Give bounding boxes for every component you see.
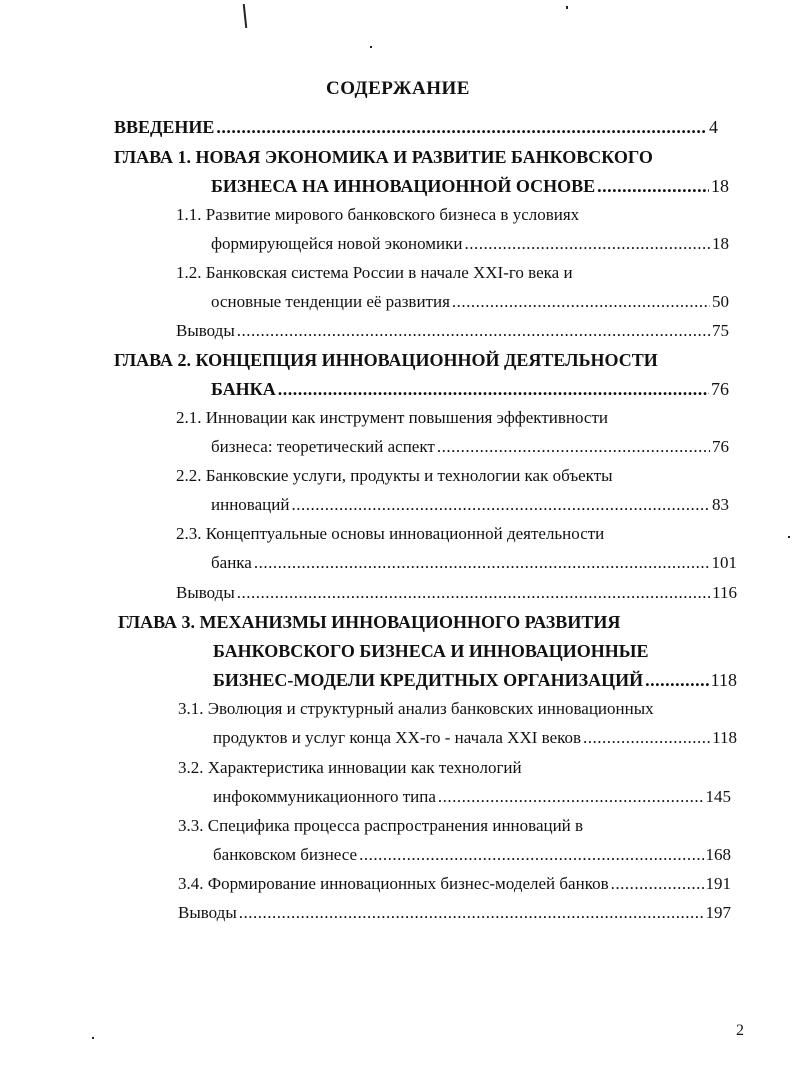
toc-leader (452, 289, 710, 315)
toc-leader (438, 784, 704, 810)
toc-leader (611, 871, 704, 897)
toc-page: 76 (712, 437, 729, 456)
toc-chapter-3-line1: ГЛАВА 3. МЕХАНИЗМЫ ИННОВАЦИОННОГО РАЗВИТИЯ (118, 612, 621, 632)
toc-entry-2-2 (211, 492, 729, 518)
scan-artifact-dot (92, 1037, 94, 1039)
toc-leader (254, 550, 710, 576)
toc-page: 101 (711, 553, 737, 572)
scan-artifact-dot (566, 6, 568, 9)
toc-chapter-1-line1: ГЛАВА 1. НОВАЯ ЭКОНОМИКА И РАЗВИТИЕ БАНКОВСКОГО (114, 147, 653, 167)
toc-title: Выводы (178, 903, 237, 922)
scan-artifact-dot (788, 536, 790, 538)
toc-title: БИЗНЕС-МОДЕЛИ КРЕДИТНЫХ ОРГАНИЗАЦИЙ (213, 670, 644, 690)
toc-leader (583, 725, 710, 751)
toc-page: 118 (712, 728, 737, 747)
toc-entry-3-1 (213, 725, 737, 751)
toc-section-1-2-line1: 1.2. Банковская система России в начале XXI-го века и (176, 263, 573, 282)
toc-page: 83 (712, 495, 729, 514)
toc-section-2-1-line1: 2.1. Инновации как инструмент повышения эффективности (176, 408, 608, 427)
toc-section-3-2-line1: 3.2. Характеристика инновации как технологий (178, 758, 522, 777)
toc-page: 4 (709, 117, 718, 137)
toc-entry-chapter-1 (211, 173, 729, 199)
scan-artifact-dot (370, 46, 372, 48)
toc-title: формирующейся новой экономики (211, 234, 463, 253)
toc-page: 116 (712, 583, 737, 602)
scan-artifact-line (243, 4, 247, 28)
toc-entry-3-2 (213, 784, 731, 810)
toc-entry-intro (114, 114, 718, 140)
toc-title: банка (211, 553, 252, 572)
toc-leader (278, 376, 709, 402)
toc-section-1-1-line1: 1.1. Развитие мирового банковского бизнеса в условиях (176, 205, 580, 224)
toc-entry-chapter-3 (213, 667, 737, 693)
toc-entry-3-3 (213, 842, 731, 868)
toc-title: бизнеса: теоретический аспект (211, 437, 435, 456)
toc-page: 18 (711, 176, 729, 196)
toc-section-2-3-line1: 2.3. Концептуальные основы инновационной деятельности (176, 524, 605, 543)
toc-page: 197 (705, 903, 731, 922)
toc-page: 50 (712, 292, 729, 311)
toc-chapter-2-line1: ГЛАВА 2. КОНЦЕПЦИЯ ИННОВАЦИОННОЙ ДЕЯТЕЛЬНОСТИ (114, 350, 658, 370)
toc-entry-1-1 (211, 231, 729, 257)
toc-title: Выводы (176, 583, 235, 602)
toc-entry-chapter-2 (211, 376, 729, 402)
toc-leader (597, 173, 709, 199)
toc-title: продуктов и услуг конца XX-го - начала XXI веков (213, 728, 582, 747)
toc-entry-conclusions-2 (176, 580, 737, 606)
toc-leader (437, 434, 710, 460)
toc-page: 75 (712, 321, 729, 340)
toc-title: ВВЕДЕНИЕ (114, 117, 215, 137)
toc-entry-3-4 (178, 871, 731, 897)
toc-section-3-1-line1: 3.1. Эволюция и структурный анализ банковских инновационных (178, 699, 654, 718)
toc-entry-conclusions-1 (176, 318, 729, 344)
toc-leader (237, 318, 710, 344)
toc-section-2-2-line1: 2.2. Банковские услуги, продукты и технологии как объекты (176, 466, 613, 485)
toc-title: 3.4. Формирование инновационных бизнес-моделей банков (178, 874, 609, 893)
toc-entry-1-2 (211, 289, 729, 315)
toc-page: 145 (705, 787, 731, 806)
toc-title: основные тенденции её развития (211, 292, 450, 311)
toc-title: БИЗНЕСА НА ИННОВАЦИОННОЙ ОСНОВЕ (211, 176, 596, 196)
toc-title: инфокоммуникационного типа (213, 787, 436, 806)
toc-leader (464, 231, 710, 257)
toc-page: 18 (712, 234, 729, 253)
toc-leader (237, 580, 710, 606)
toc-leader (239, 900, 704, 926)
toc-title: банковском бизнесе (213, 845, 358, 864)
toc-page: 191 (705, 874, 731, 893)
page-title: СОДЕРЖАНИЕ (326, 78, 470, 99)
toc-page: 76 (711, 379, 729, 399)
toc-section-3-3-line1: 3.3. Специфика процесса распространения инноваций в (178, 816, 584, 835)
toc-leader (359, 842, 703, 868)
toc-title: инноваций (211, 495, 290, 514)
toc-entry-2-1 (211, 434, 729, 460)
toc-leader (291, 492, 710, 518)
toc-page: 168 (705, 845, 731, 864)
toc-leader (216, 114, 707, 140)
toc-entry-conclusions-3 (178, 900, 731, 926)
toc-title: БАНКА (211, 379, 276, 399)
toc-entry-2-3 (211, 550, 737, 576)
page-number: 2 (736, 1022, 744, 1039)
toc-leader (645, 667, 708, 693)
toc-title: Выводы (176, 321, 235, 340)
toc-chapter-3-line2: БАНКОВСКОГО БИЗНЕСА И ИННОВАЦИОННЫЕ (213, 641, 649, 661)
toc-page: 118 (710, 670, 737, 690)
